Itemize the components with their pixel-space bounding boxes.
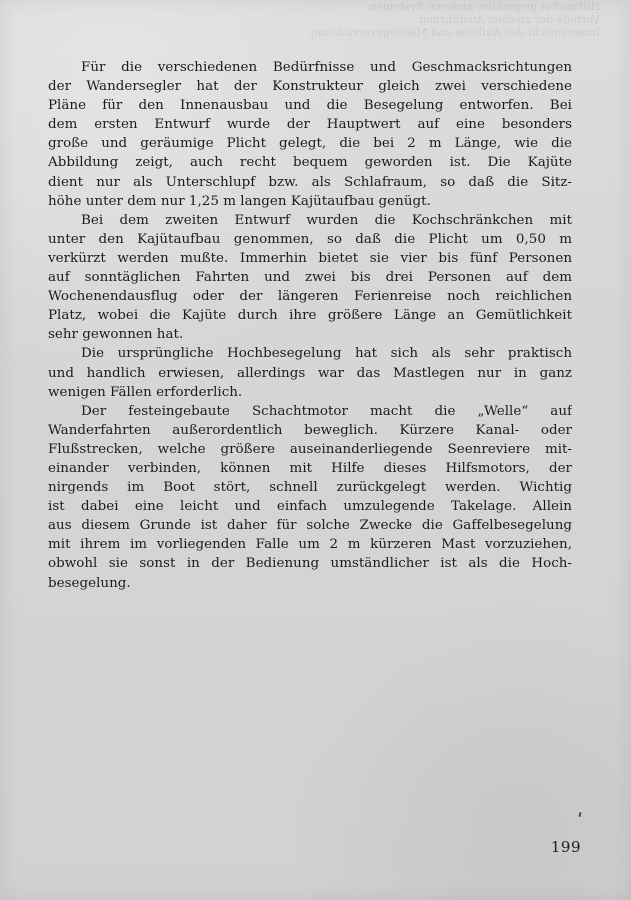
text-line: aus diesem Grunde ist daher für solche Zwecke die Gaffelbesegelung	[48, 518, 572, 534]
text-line: Platz, wobei die Kajüte durch ihre größere Länge an Gemütlichkeit	[48, 308, 572, 324]
text-line: dient nur als Unterschlupf bzw. als Schlafraum, so daß die Sitz-	[48, 174, 572, 190]
text-line: Bei dem zweiten Entwurf wurden die Kochschränkchen mit	[81, 212, 572, 228]
text-line: Wanderfahrten außerordentlich beweglich. Kürzere Kanal- oder	[48, 422, 572, 438]
ink-speck	[579, 812, 582, 817]
text-line: höhe unter dem nur 1,25 m langen Kajütaufbau genügt.	[48, 193, 431, 209]
text-line: besegelung.	[48, 575, 131, 591]
text-line: auf sonntäglichen Fahrten und zwei bis drei Personen auf dem	[48, 270, 572, 286]
text-line: Wochenendausflug oder der längeren Ferienreise noch reichlichen	[48, 289, 572, 305]
text-line: nirgends im Boot stört, schnell zurückgelegt werden. Wichtig	[48, 480, 572, 496]
text-line: Abbildung zeigt, auch recht bequem geworden ist. Die Kajüte	[48, 155, 572, 171]
paragraph-4	[48, 402, 572, 593]
text-line: Pläne für den Innenausbau und die Besegelung entworfen. Bei	[48, 98, 572, 114]
text-line: sehr gewonnen hat.	[48, 327, 184, 343]
text-line: dem ersten Entwurf wurde der Hauptwert auf eine besonders	[48, 117, 572, 133]
text-line: einander verbinden, können mit Hilfe dieses Hilfsmotors, der	[48, 460, 572, 476]
show-through-text: Hilfsmotor gegenüber anderen Systemen Vorteile der zweiten Ausführung Innenansicht des Aufbaus und Mastlegevorrichtung	[310, 0, 600, 39]
text-line: und handlich erwiesen, allerdings war das Mastlegen nur in ganz	[48, 365, 572, 381]
text-line: Flußstrecken, welche größere auseinanderliegende Seenreviere mit-	[48, 441, 572, 457]
text-line: große und geräumige Plicht gelegt, die bei 2 m Länge, wie die	[48, 136, 572, 152]
body-text	[48, 58, 572, 593]
text-line: Die ursprüngliche Hochbesegelung hat sich als sehr praktisch	[81, 346, 572, 362]
paragraph-3	[48, 344, 572, 401]
text-line: wenigen Fällen erforderlich.	[48, 384, 243, 400]
text-line: der Wandersegler hat der Konstrukteur gleich zwei verschiedene	[48, 79, 572, 95]
text-line: ist dabei eine leicht und einfach umzulegende Takelage. Allein	[48, 499, 572, 515]
text-line: Für die verschiedenen Bedürfnisse und Geschmacksrichtungen	[81, 60, 572, 75]
paragraph-1	[48, 58, 572, 211]
text-line: obwohl sie sonst in der Bedienung umständlicher ist als die Hoch-	[48, 556, 572, 572]
text-line: mit ihrem im vorliegenden Falle um 2 m kürzeren Mast vorzuziehen,	[48, 537, 572, 553]
text-line: verkürzt werden mußte. Immerhin bietet sie vier bis fünf Personen	[48, 250, 572, 266]
page-number: 199	[550, 838, 581, 856]
text-line: Der festeingebaute Schachtmotor macht die „Welle“ auf	[81, 403, 572, 419]
paragraph-2	[48, 211, 572, 345]
text-line: unter den Kajütaufbau genommen, so daß die Plicht um 0,50 m	[48, 231, 572, 247]
